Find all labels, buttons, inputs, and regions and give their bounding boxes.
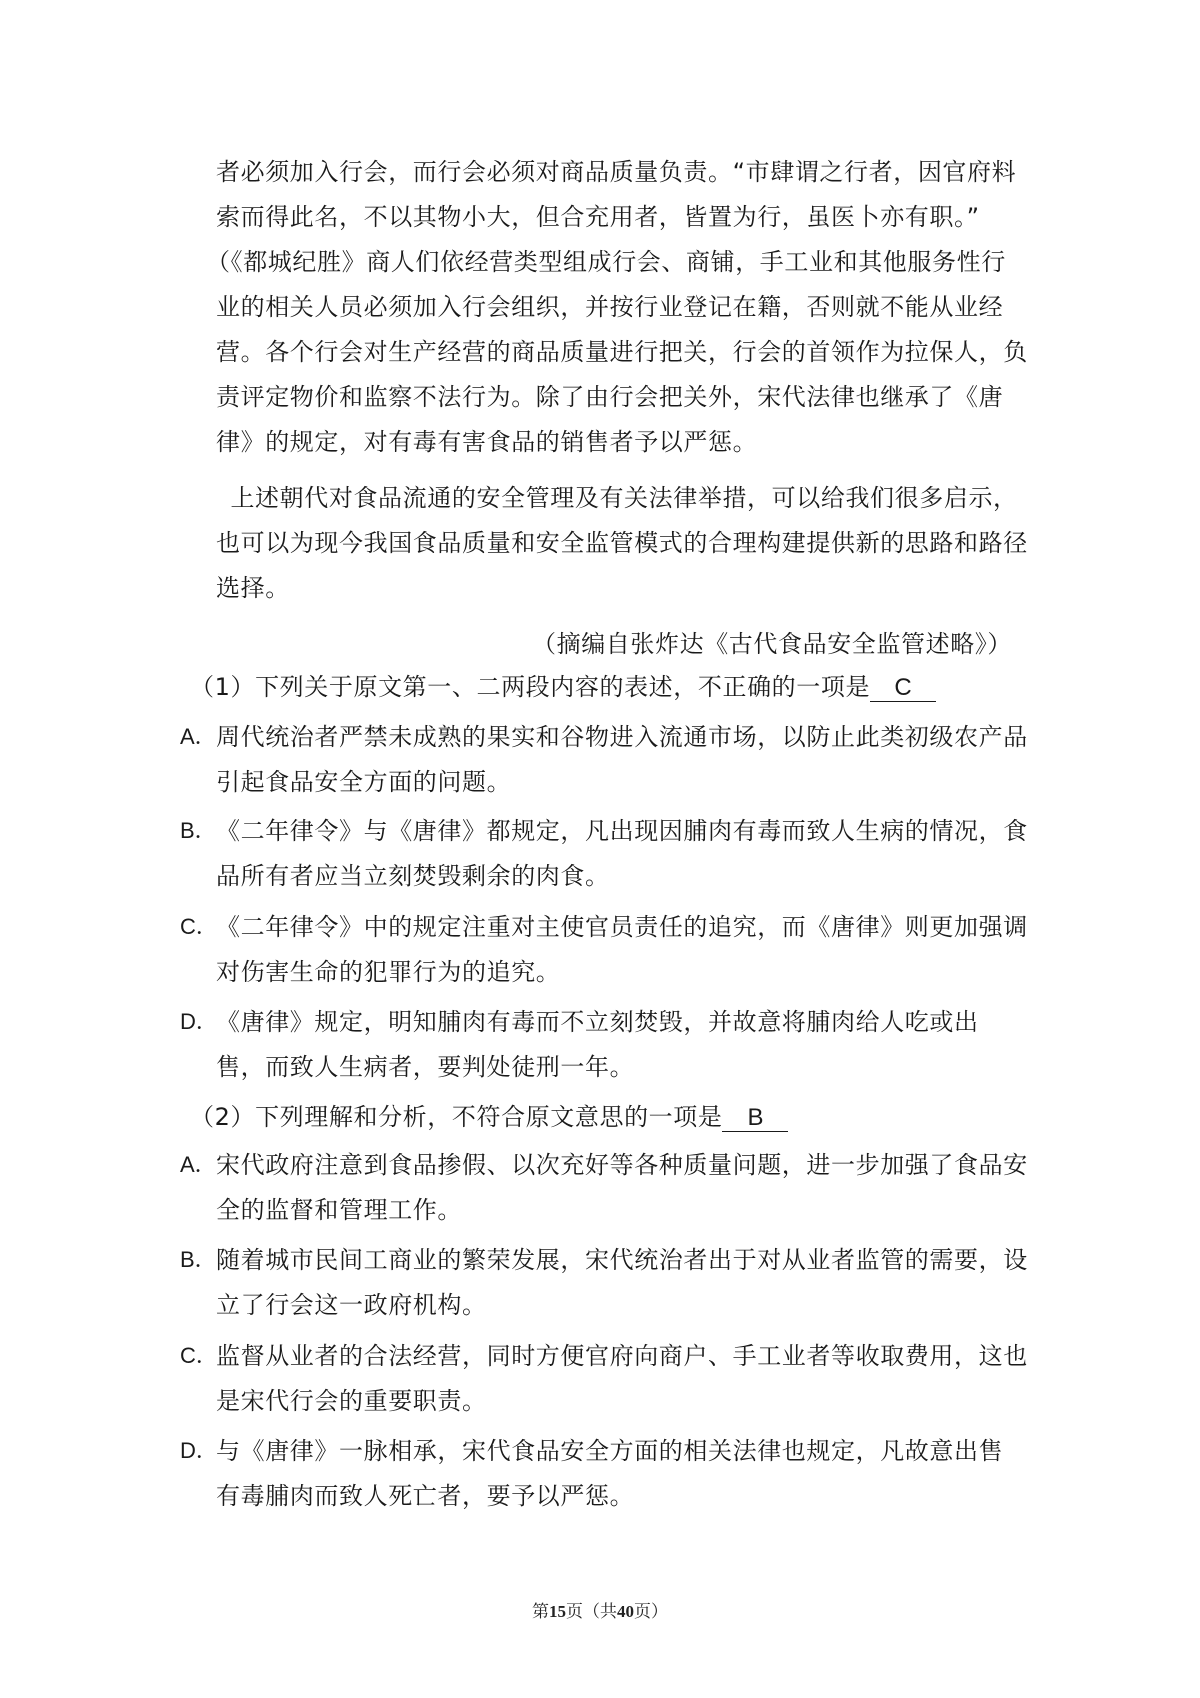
option-text: 对伤害生命的犯罪行为的追究。 [216, 958, 561, 986]
question-stem [190, 672, 936, 702]
option-text: 是宋代行会的重要职责。 [216, 1387, 487, 1415]
footer-prefix: 第 [532, 1602, 549, 1622]
option-text: 与《唐律》一脉相承，宋代食品安全方面的相关法律也规定，凡故意出售 [216, 1437, 1004, 1465]
option-text: 周代统治者严禁未成熟的果实和谷物进入流通市场，以防止此类初级农产品 [216, 723, 1028, 751]
total-pages: 40 [617, 1602, 634, 1621]
passage-line: 也可以为现今我国食品质量和安全监管模式的合理构建提供新的思路和路径 [216, 529, 1028, 557]
passage-line: 责评定物价和监察不法行为。除了由行会把关外，宋代法律也继承了《唐 [216, 383, 1004, 411]
option-text: 立了行会这一政府机构。 [216, 1291, 487, 1319]
option-letter: B． [180, 1247, 217, 1272]
option-text: 随着城市民间工商业的繁荣发展，宋代统治者出于对从业者监管的需要，设 [216, 1246, 1028, 1274]
option-text: 全的监督和管理工作。 [216, 1196, 462, 1224]
passage-line: 索而得此名，不以其物小大，但合充用者，皆置为行，虽医卜亦有职。” [216, 203, 980, 231]
option-text: 监督从业者的合法经营，同时方便官府向商户、手工业者等收取费用，这也 [216, 1342, 1028, 1370]
option-text: 《唐律》规定，明知脯肉有毒而不立刻焚毁，并故意将脯肉给人吃或出 [216, 1008, 979, 1036]
page-footer [0, 1600, 1200, 1624]
option-letter: C． [180, 914, 218, 939]
answer-blank: C [870, 675, 936, 702]
option-text: 售，而致人生病者，要判处徒刑一年。 [216, 1053, 635, 1081]
passage-line: （《都城纪胜》商人们依经营类型组成行会、商铺，手工业和其他服务性行 [206, 248, 1006, 276]
page-number: 15 [549, 1602, 566, 1621]
option-text: 《二年律令》中的规定注重对主使官员责任的追究，而《唐律》则更加强调 [216, 913, 1028, 941]
option-text: 引起食品安全方面的问题。 [216, 768, 512, 796]
question-stem [190, 1102, 788, 1132]
footer-middle: 页（共 [566, 1602, 617, 1622]
answer-blank: B [722, 1105, 788, 1132]
option-letter: A． [180, 1152, 217, 1177]
option-letter: D． [180, 1009, 218, 1034]
option-letter: C． [180, 1343, 218, 1368]
footer-suffix: 页） [634, 1602, 668, 1622]
option-text: 宋代政府注意到食品掺假、以次充好等各种质量问题，进一步加强了食品安 [216, 1151, 1028, 1179]
option-text: 品所有者应当立刻焚毁剩余的肉食。 [216, 862, 610, 890]
passage-line: 律》的规定，对有毒有害食品的销售者予以严惩。 [216, 428, 758, 456]
passage-line: 选择。 [216, 574, 290, 602]
option-letter: D． [180, 1438, 218, 1463]
passage-line: 者必须加入行会，而行会必须对商品质量负责。“市肆谓之行者，因官府料 [216, 158, 1017, 186]
option-letter: A． [180, 724, 217, 749]
question-stem-text: （2）下列理解和分析，不符合原文意思的一项是 [190, 1103, 723, 1131]
option-text: 《二年律令》与《唐律》都规定，凡出现因脯肉有毒而致人生病的情况，食 [216, 817, 1028, 845]
option-letter: B． [180, 818, 217, 843]
passage-line: 业的相关人员必须加入行会组织，并按行业登记在籍，否则就不能从业经 [216, 293, 1004, 321]
question-stem-text: （1）下列关于原文第一、二两段内容的表述，不正确的一项是 [190, 673, 871, 701]
option-text: 有毒脯肉而致人死亡者，要予以严惩。 [216, 1482, 635, 1510]
passage-line: 上述朝代对食品流通的安全管理及有关法律举措，可以给我们很多启示， [214, 484, 1018, 512]
source-attribution: （摘编自张炸达《古代食品安全监管述略》） [532, 630, 1012, 658]
passage-line: 营。各个行会对生产经营的商品质量进行把关，行会的首领作为拉保人，负 [216, 338, 1028, 366]
